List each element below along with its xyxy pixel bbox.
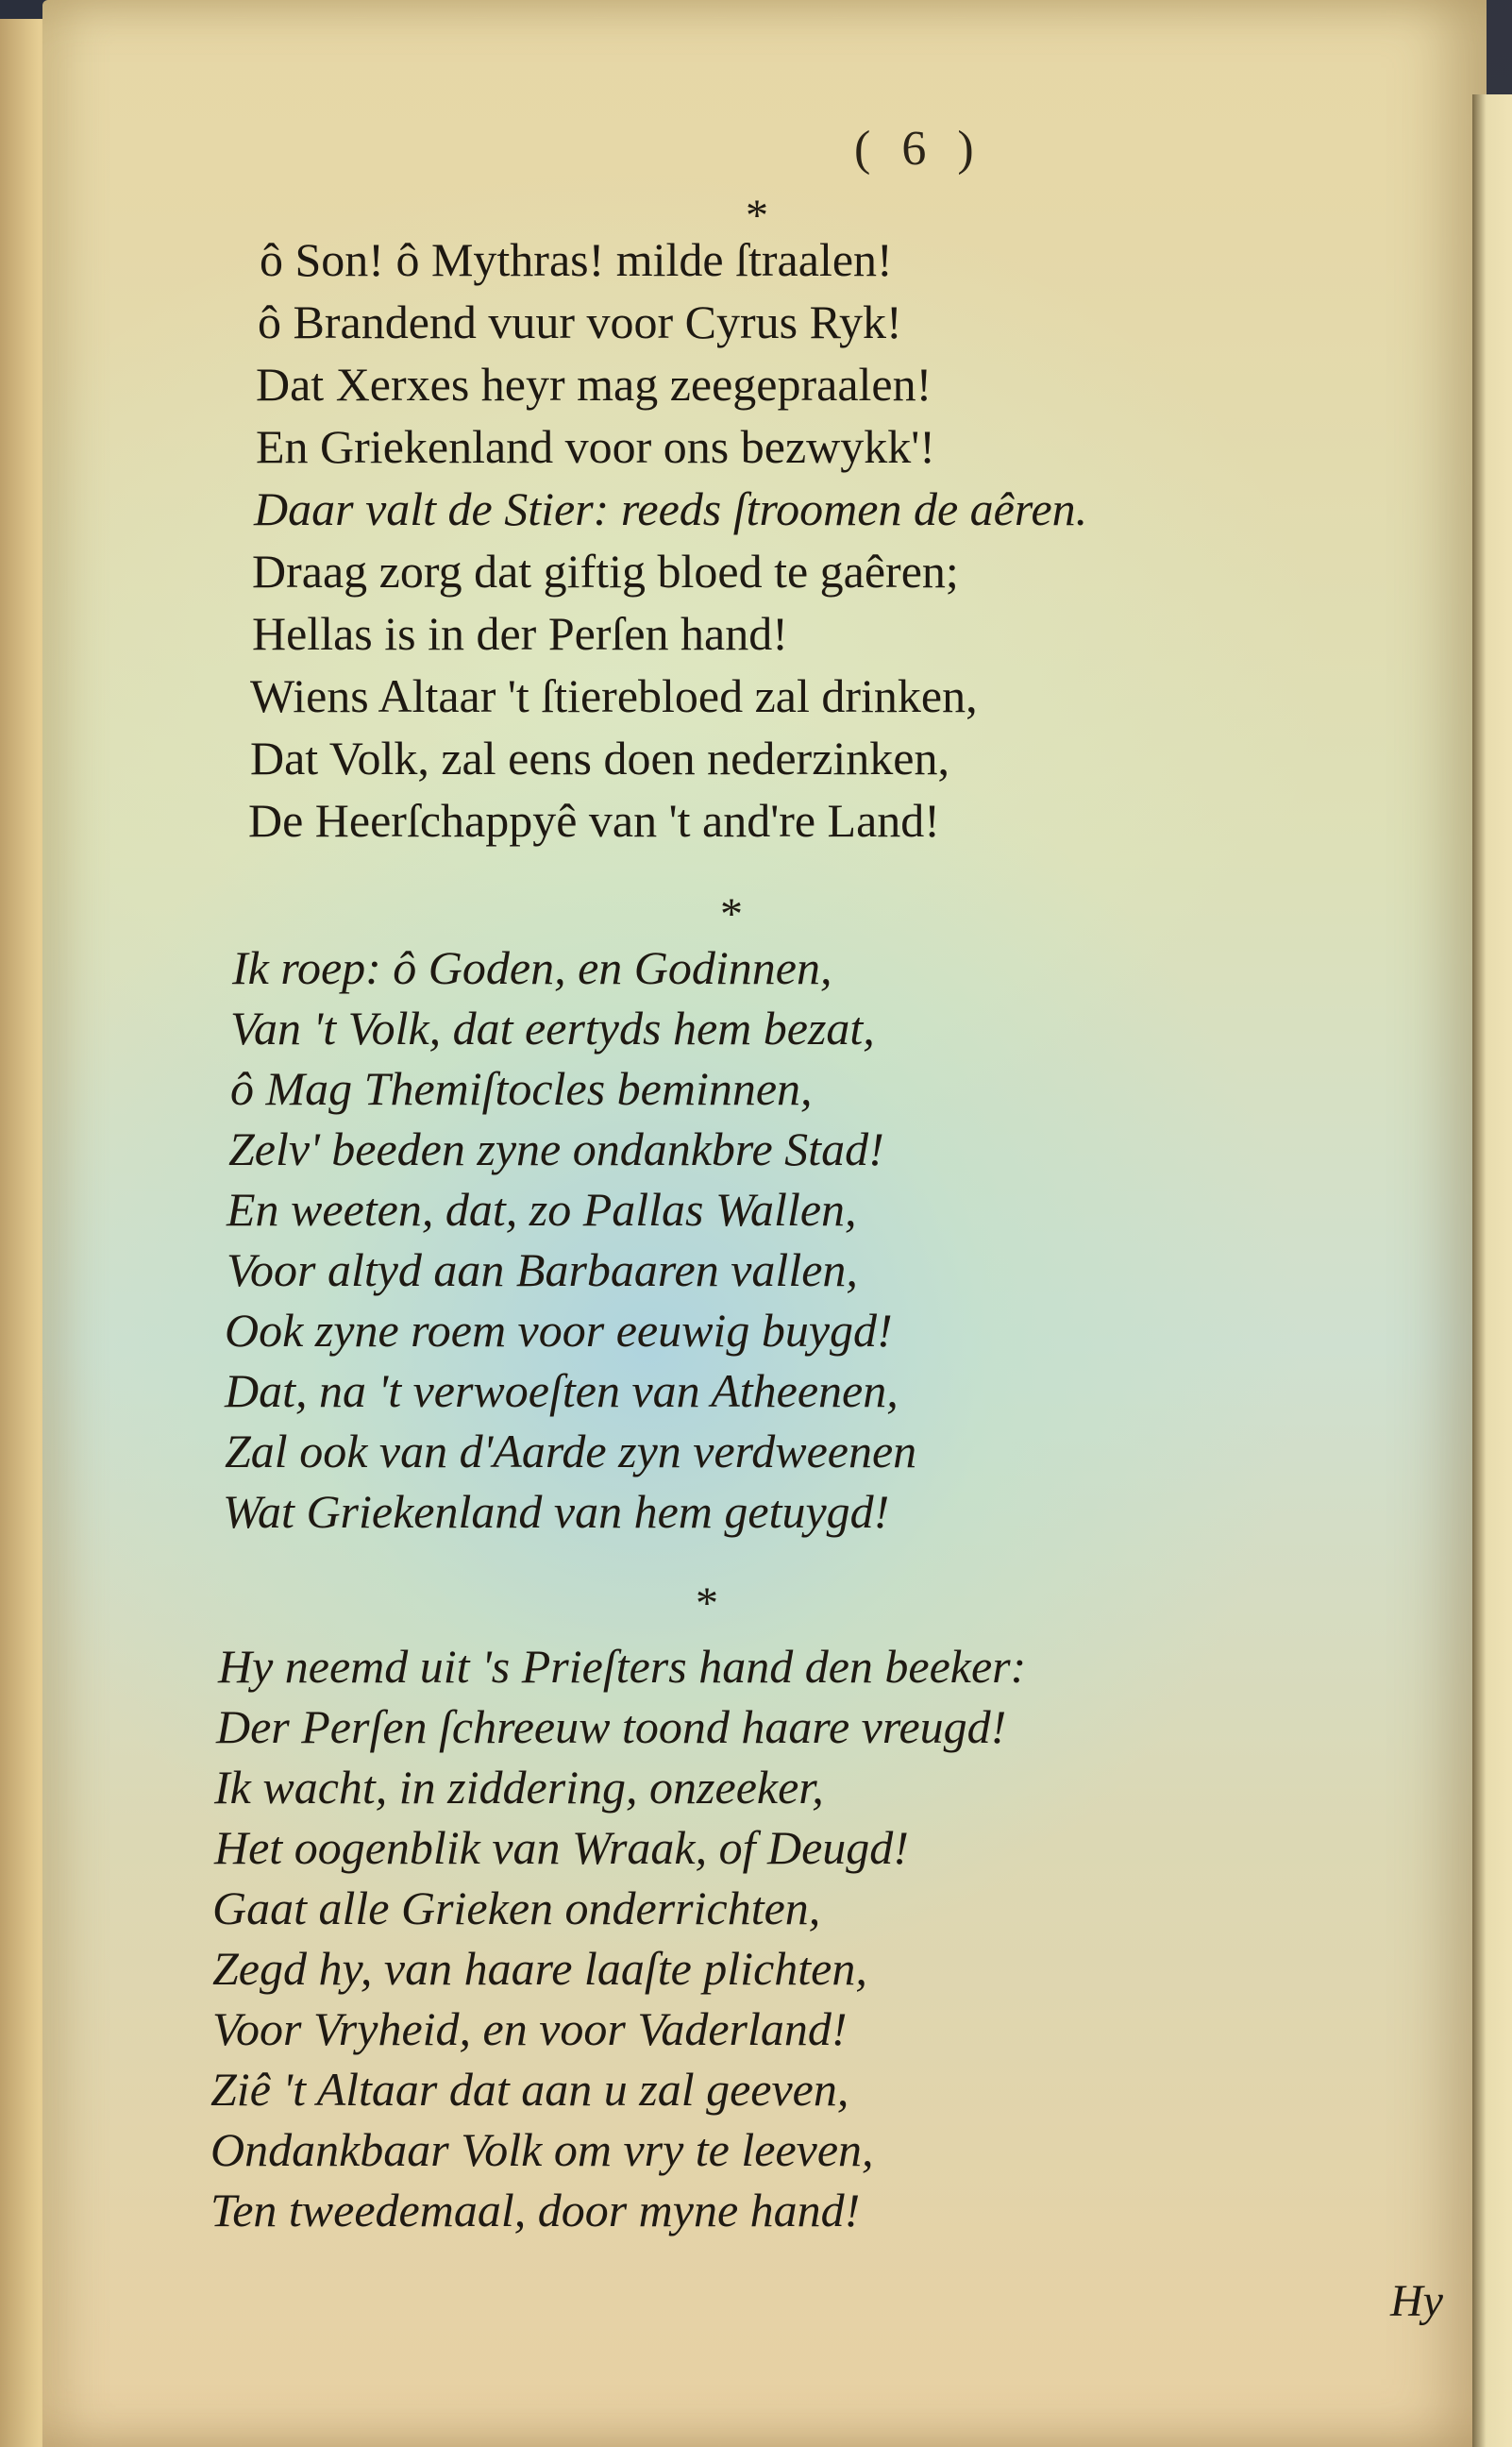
verse-line: Dat, na 't verwoeſten van Atheenen,: [225, 1364, 899, 1417]
verse-line: Gaat alle Grieken onderrichten,: [212, 1882, 821, 1934]
verse-line: Voor altyd aan Barbaaren vallen,: [227, 1243, 858, 1296]
verse-line: Ziê 't Altaar dat aan u zal geeven,: [210, 2063, 849, 2116]
verse-line: Zegd hy, van haare laaſte plichten,: [212, 1942, 867, 1995]
verse-line: Hy neemd uit 's Prieſters hand den beeker:: [218, 1640, 1027, 1693]
verse-line: Zelv' beeden zyne ondankbre Stad!: [228, 1122, 884, 1175]
book-page: [42, 0, 1487, 2447]
verse-line: Dat Xerxes heyr mag zeegepraalen!: [256, 358, 932, 411]
verse-line: Dat Volk, zal eens doen nederzinken,: [250, 732, 949, 785]
verse-line: Draag zorg dat giftig bloed te gaêren;: [252, 545, 959, 598]
verse-line: Der Perſen ſchreeuw toond haare vreugd!: [216, 1700, 1007, 1753]
catchword: Hy: [1390, 2276, 1443, 2326]
verse-line: ô Brandend vuur voor Cyrus Ryk!: [258, 295, 902, 348]
verse-line: Van 't Volk, dat eertyds hem bezat,: [230, 1002, 875, 1055]
verse-line: Hellas is in der Perſen hand!: [252, 607, 788, 660]
stanza-divider: *: [696, 1578, 718, 1629]
verse-line: Wiens Altaar 't ſtierebloed zal drinken,: [250, 669, 978, 722]
verse-line: En weeten, dat, zo Pallas Wallen,: [227, 1183, 857, 1236]
stanza-divider: *: [720, 889, 743, 939]
verse-line: Ook zyne roem voor eeuwig buygd!: [225, 1304, 893, 1357]
verse-line: En Griekenland voor ons bezwykk'!: [256, 420, 935, 473]
verse-line: Daar valt de Stier: reeds ſtroomen de aêren.: [254, 482, 1088, 535]
verse-line: Ik roep: ô Goden, en Godinnen,: [232, 941, 832, 994]
verse-line: Zal ook van d'Aarde zyn verdweenen: [225, 1425, 917, 1477]
verse-line: Ik wacht, in ziddering, onzeeker,: [214, 1761, 824, 1814]
verse-line: Voor Vryheid, en voor Vaderland!: [212, 2002, 848, 2055]
verse-line: Het oogenblik van Wraak, of Deugd!: [214, 1821, 909, 1874]
verse-line: ô Mag Themiſtocles beminnen,: [230, 1062, 813, 1115]
verse-line: De Heerſchappyê van 't and're Land!: [248, 794, 940, 847]
verse-line: Wat Griekenland van hem getuygd!: [223, 1485, 890, 1538]
stanza-divider: *: [746, 191, 768, 241]
page-number: ( 6 ): [854, 122, 983, 176]
verse-line: Ondankbaar Volk om vry te leeven,: [210, 2123, 874, 2176]
verse-line: ô Son! ô Mythras! milde ſtraalen!: [260, 233, 893, 286]
facing-page-edge: [1472, 94, 1512, 2447]
verse-line: Ten tweedemaal, door myne hand!: [210, 2184, 861, 2236]
